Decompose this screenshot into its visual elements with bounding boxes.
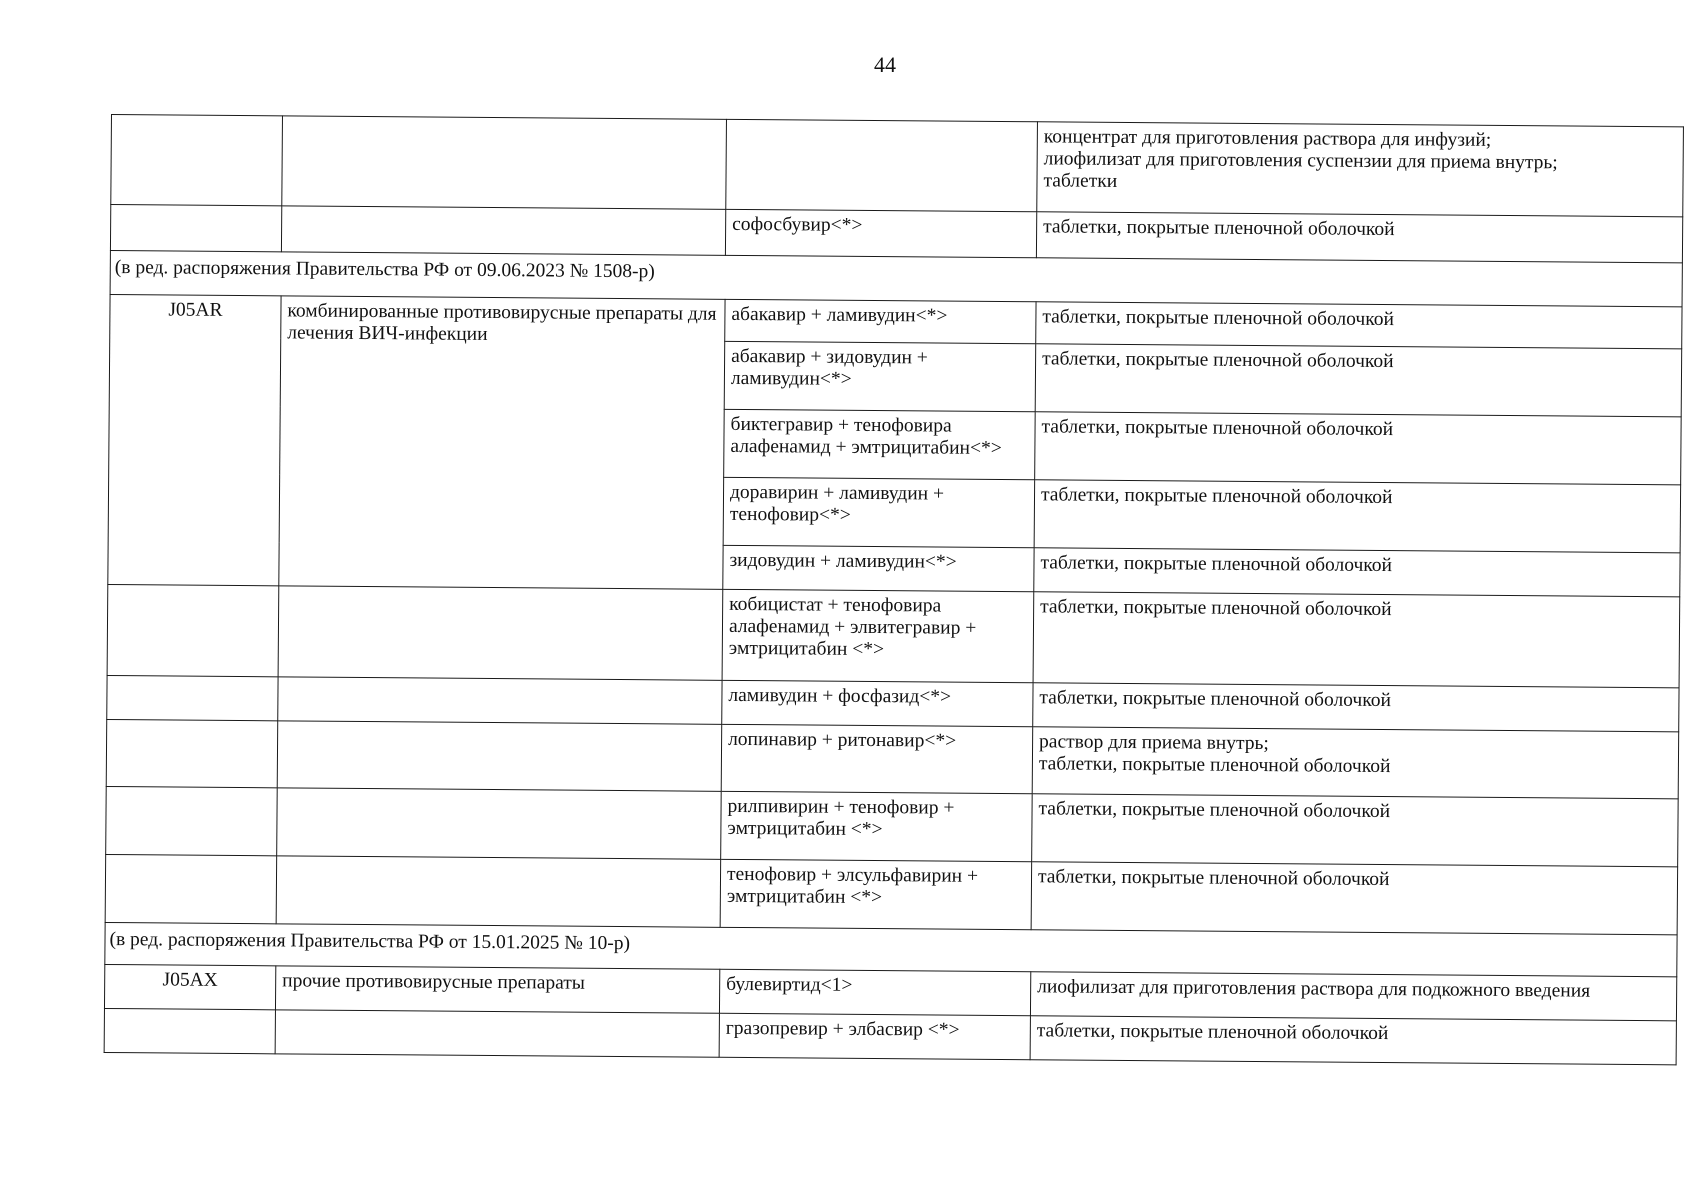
page-number: 44: [874, 52, 896, 77]
dosage-form-line: таблетки, покрытые пленочной оболочкой: [1043, 216, 1395, 241]
dosage-forms-cell: [1035, 344, 1682, 417]
group-name-cell: [281, 206, 725, 255]
dosage-form-line: таблетки, покрытые пленочной оболочкой: [1040, 596, 1392, 621]
dosage-form-line: таблетки, покрытые пленочной оболочкой: [1042, 306, 1395, 331]
drug-name-cell: абакавир + ламивудин<*>: [725, 299, 1036, 343]
dosage-forms-cell: [1035, 412, 1682, 485]
drug-name-cell: софосбувир<*>: [725, 209, 1036, 257]
dosage-form-line: таблетки: [1043, 170, 1118, 192]
drug-name-cell: гразопревир + элбасвир <*>: [719, 1013, 1030, 1059]
drug-name-cell: булевиртид<1>: [719, 969, 1030, 1015]
atc-code-cell: J05AX: [104, 964, 275, 1009]
dosage-forms-cell: [1033, 592, 1680, 688]
atc-code-cell: [104, 1008, 275, 1053]
dosage-forms-cell: [1032, 727, 1679, 799]
drug-name-cell: абакавир + зидовудин + ламивудин<*>: [724, 341, 1036, 411]
group-name-cell: прочие противовирусные препараты: [275, 966, 719, 1013]
dosage-forms-cell: [1031, 862, 1678, 935]
dosage-form-line: таблетки, покрытые пленочной оболочкой: [1040, 484, 1393, 509]
atc-code-cell: [107, 675, 278, 720]
dosage-forms-cell: [1030, 972, 1676, 1021]
dosage-forms-cell: [1034, 548, 1680, 597]
group-name-cell: комбинированные противовирусные препараты для лечения ВИЧ-инфекции: [279, 296, 725, 589]
dosage-form-line: концентрат для приготовления раствора для инфузий;: [1043, 126, 1492, 151]
dosage-forms-cell: [1033, 683, 1679, 732]
drug-name-cell: кобицистат + тенофовира алафенамид + элвитегравир + эмтрицитабин <*>: [722, 589, 1034, 682]
group-name-cell: [278, 586, 723, 680]
amendment-note: (в ред. распоряжения Правительства РФ от 09.06.2023 № 1508-р): [110, 250, 1682, 306]
dosage-form-line: раствор для приема внутрь;: [1039, 731, 1269, 755]
group-name-cell: [278, 677, 722, 724]
drug-name-cell: [726, 119, 1038, 211]
group-name-cell: [277, 788, 722, 859]
atc-code-cell: [107, 584, 279, 676]
dosage-forms-cell: [1036, 212, 1682, 263]
dosage-forms-cell: [1034, 480, 1681, 553]
dosage-forms-cell: [1030, 1016, 1676, 1065]
drug-table: [104, 114, 1684, 1065]
group-name-cell: [276, 856, 721, 927]
drug-table-body: [104, 115, 1683, 1065]
atc-code-cell: [106, 719, 278, 787]
atc-code-cell: J05AR: [108, 294, 281, 585]
drug-name-cell: зидовудин + ламивудин<*>: [723, 545, 1034, 591]
dosage-form-line: таблетки, покрытые пленочной оболочкой: [1039, 687, 1392, 712]
atc-code-cell: [105, 854, 277, 923]
table-row: [105, 854, 1677, 934]
atc-code-cell: [111, 115, 283, 206]
table-row: [106, 719, 1678, 798]
amendment-note: (в ред. распоряжения Правительства РФ от 15.01.2025 № 10-р): [105, 922, 1677, 976]
group-name-cell: [277, 721, 722, 791]
dosage-form-line: лиофилизат для приготовления раствора для подкожного введения: [1037, 976, 1591, 1002]
dosage-form-line: таблетки, покрытые пленочной оболочкой: [1037, 866, 1390, 891]
drug-name-cell: лопинавир + ритонавир<*>: [721, 724, 1033, 793]
dosage-form-line: таблетки, покрытые пленочной оболочкой: [1040, 552, 1393, 577]
drug-name-cell: рилпивирин + тенофовир + эмтрицитабин <*>: [721, 791, 1033, 861]
drug-name-cell: доравирин + ламивудин + тенофовир<*>: [723, 477, 1035, 547]
table-row: [111, 115, 1684, 217]
dosage-form-line: таблетки, покрытые пленочной оболочкой: [1042, 348, 1394, 373]
dosage-form-line: таблетки, покрытые пленочной оболочкой: [1038, 753, 1391, 778]
drug-name-cell: ламивудин + фосфазид<*>: [722, 680, 1033, 726]
dosage-forms-cell: [1032, 794, 1679, 867]
dosage-form-line: таблетки, покрытые пленочной оболочкой: [1036, 1020, 1389, 1045]
dosage-form-line: таблетки, покрытые пленочной оболочкой: [1038, 798, 1391, 823]
table-row: [107, 584, 1680, 687]
atc-code-cell: [110, 205, 281, 252]
group-name-cell: [275, 1010, 719, 1057]
table-row: [106, 786, 1678, 866]
dosage-form-line: лиофилизат для приготовления суспензии для приема внутрь;: [1043, 148, 1558, 174]
drug-name-cell: тенофовир + элсульфавирин + эмтрицитабин <*>: [720, 859, 1032, 929]
atc-code-cell: [106, 786, 278, 855]
group-name-cell: [282, 116, 727, 209]
dosage-form-line: таблетки, покрытые пленочной оболочкой: [1041, 416, 1394, 441]
dosage-forms-cell: [1037, 122, 1684, 217]
dosage-forms-cell: [1036, 302, 1682, 349]
drug-name-cell: биктегравир + тенофовира алафенамид + эмтрицитабин<*>: [724, 409, 1036, 479]
